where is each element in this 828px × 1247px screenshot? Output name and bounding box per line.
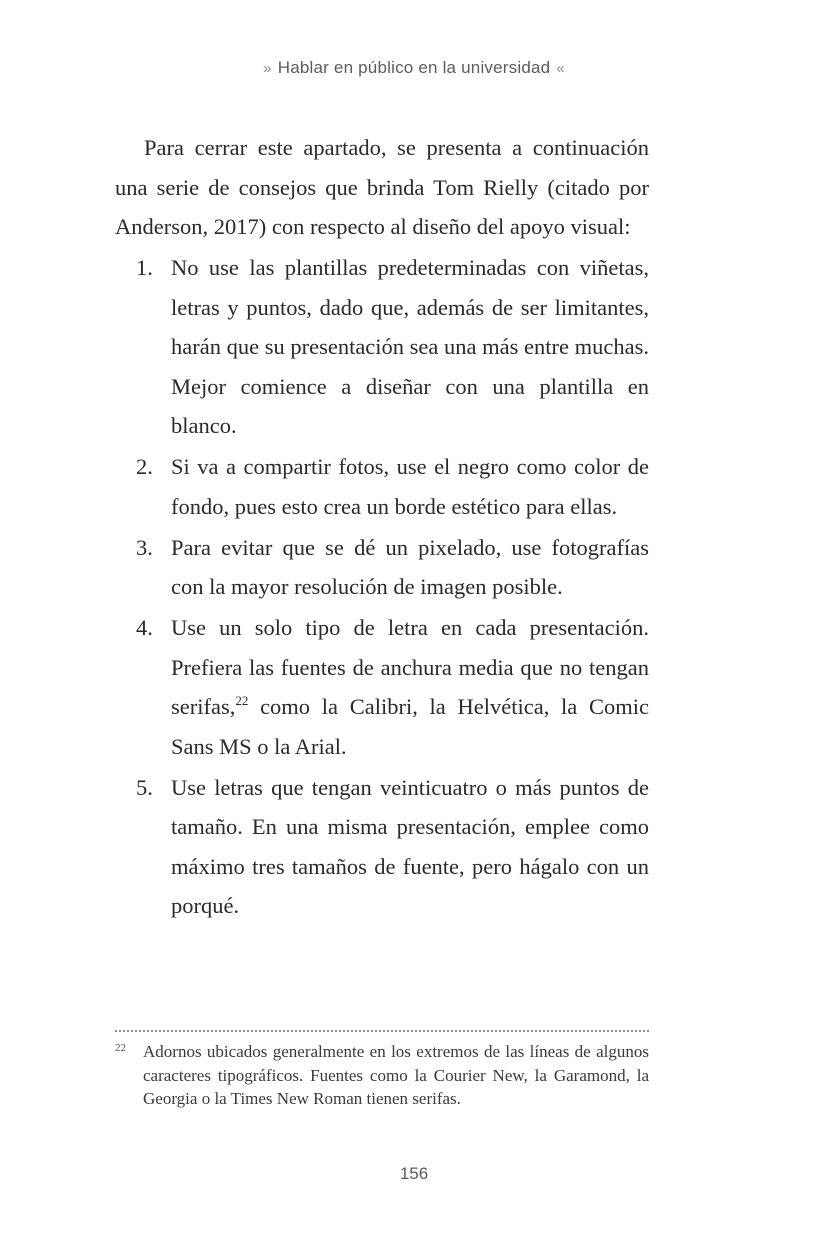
list-item-number: 3. — [136, 534, 153, 560]
main-text — [115, 128, 649, 926]
footnote-reference[interactable]: 22 — [235, 693, 249, 708]
list-item-number: 2. — [136, 454, 153, 479]
list-item — [115, 528, 649, 607]
page-number: 156 — [399, 1164, 429, 1183]
header-right-mark: « — [556, 60, 565, 77]
list-item — [115, 248, 649, 446]
list-item — [115, 447, 649, 526]
running-header — [0, 58, 828, 78]
intro-paragraph: Para cerrar este apartado, se presenta a continuación una serie de consejos que brinda Tom Rielly (citado por Anderson, 2017) con respecto al diseño del apoyo visual: — [115, 135, 649, 239]
list-item-number: 4. — [136, 615, 153, 640]
list-item-text: No use las plantillas predeterminadas con viñetas, letras y puntos, dado que, además de ser limitantes, harán que su presentación sea una más entre muchas. Mejor comience a diseñar con una plantilla en blanco. — [171, 255, 649, 438]
list-item-text-continued: como la Calibri, la Helvética, la Comic Sans MS o la Arial. — [171, 694, 649, 759]
list-item-number: 5. — [136, 774, 153, 800]
header-left-mark: » — [263, 60, 272, 77]
footnote-text: Adornos ubicados generalmente en los extremos de las líneas de algunos caracteres tipográficos. Fuentes como la Courier New, la Garamond, la Georgia o la Times New Roman tienen serifas. — [143, 1042, 649, 1108]
list-item-text: Use letras que tengan veinticuatro o más puntos de tamaño. En una misma presentación, emplee como máximo tres tamaños de fuente, pero hágalo con un porqué. — [171, 774, 649, 918]
footnote-mark: 22 — [115, 1042, 126, 1054]
list-item — [115, 768, 649, 926]
list-item-text: Si va a compartir fotos, use el negro como color de fondo, pues esto crea un borde estético para ellas. — [171, 454, 649, 519]
header-title: Hablar en público en la universidad — [277, 58, 551, 77]
list-item-text: Use un solo tipo de letra en cada presentación. Prefiera las fuentes de anchura media que no tengan serifas, — [171, 615, 649, 719]
advice-list — [115, 248, 649, 926]
footnote-divider — [115, 1030, 649, 1032]
list-item — [115, 608, 649, 766]
footnote — [115, 1040, 649, 1111]
list-item-number: 1. — [136, 255, 153, 280]
list-item-text: Para evitar que se dé un pixelado, use fotografías con la mayor resolución de imagen posible. — [171, 534, 649, 599]
